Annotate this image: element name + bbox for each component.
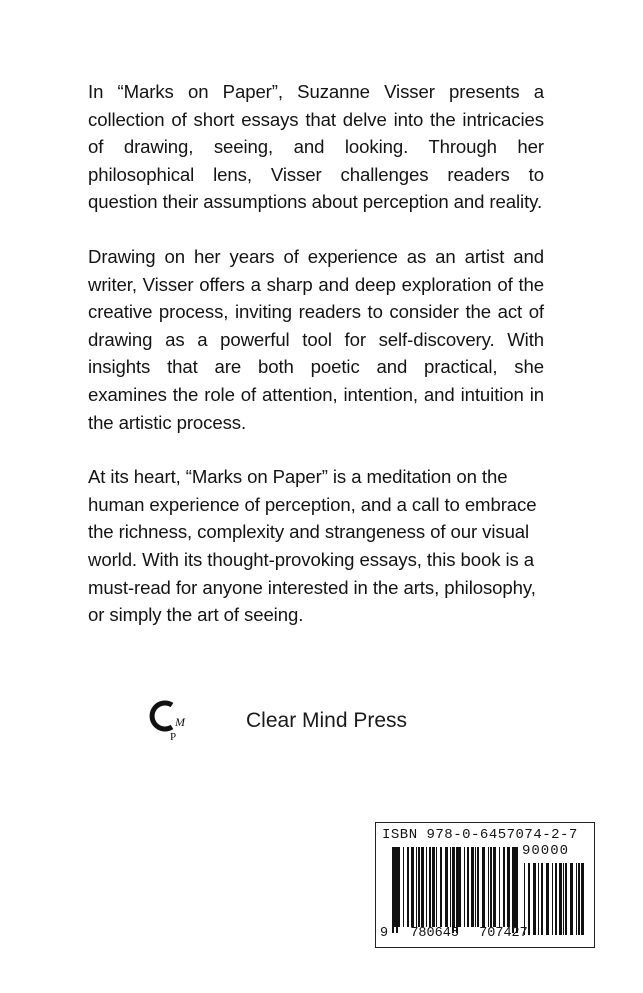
barcode-bar [490, 847, 492, 927]
barcode-bar [559, 863, 562, 935]
svg-text:M: M [175, 715, 185, 729]
blurb-paragraph-3: At its heart, “Marks on Paper” is a meditation on the human experience of perception, and a call to embrace the richness, complexity and strangeness of our visual world. With its thought-provoking essays, this book is a must-read for anyone interested in the arts, philosophy, or simply the art of seeing. [88, 466, 537, 626]
barcode-bar [524, 863, 525, 935]
barcode-right-group: 707427 [479, 926, 528, 941]
barcode-guard-bar [516, 847, 518, 933]
barcode-bar [488, 847, 489, 927]
barcode-bar [394, 847, 396, 927]
barcode-bar [546, 863, 549, 935]
barcode-bar [440, 847, 442, 927]
barcode-bar [416, 847, 417, 927]
svg-text:P: P [170, 731, 177, 743]
barcode-bar [464, 847, 465, 927]
barcode-bar [421, 847, 424, 927]
barcode-bar [407, 847, 409, 927]
barcode-bar [576, 863, 577, 935]
back-cover-blurb [88, 78, 544, 656]
barcode-bar [528, 863, 530, 935]
barcode-bar [555, 863, 557, 935]
barcode-bar [467, 847, 469, 927]
barcode-bar [429, 847, 431, 927]
barcode-bar [507, 847, 510, 927]
barcode-guard-bar [392, 847, 394, 933]
barcode-bar [403, 847, 404, 927]
barcode-bar [432, 847, 435, 927]
barcode-bar [563, 863, 564, 935]
barcode-guard-bar [512, 847, 514, 933]
barcode-bar [475, 847, 476, 927]
barcode-bar [552, 863, 553, 935]
barcode-bar [436, 847, 437, 927]
barcode-bar [565, 863, 567, 935]
publisher-block [148, 697, 448, 747]
barcode-bar [450, 847, 451, 927]
barcode-bar [578, 863, 580, 935]
barcode-guard-bar [456, 847, 458, 933]
barcode-bar [477, 847, 479, 927]
barcode-left-group: 780645 [410, 926, 459, 941]
barcode-digits [380, 926, 528, 941]
barcode-addon-digits: 90000 [522, 843, 570, 859]
publisher-logo-icon [148, 697, 192, 745]
blurb-paragraph-2: Drawing on her years of experience as an artist and writer, Visser offers a sharp and deep exploration of the creative process, inviting readers to consider the act of drawing as a powerful tool for self-discovery. With insights that are both poetic and practical, she examines the role of attention, intention, and intuition in the artistic process. [88, 245, 544, 433]
barcode-bar [411, 847, 414, 927]
barcode-bar [458, 847, 461, 927]
barcode-bar [503, 847, 505, 927]
barcode-bar [482, 847, 485, 927]
barcode-bar [514, 847, 516, 927]
barcode-bar [418, 847, 420, 927]
barcode-bar [493, 847, 496, 927]
barcode-bar [570, 863, 573, 935]
publisher-name: Clear Mind Press [246, 709, 408, 732]
barcode-bar [538, 863, 539, 935]
isbn-barcode [375, 822, 595, 948]
barcode-guard-bar [396, 847, 398, 933]
barcode-bar [499, 847, 500, 927]
barcode-first-digit: 9 [380, 926, 389, 941]
barcode-bar [471, 847, 474, 927]
blurb-paragraph-1: In “Marks on Paper”, Suzanne Visser presents a collection of short essays that delve into the intricacies of drawing, seeing, and looking. Through her philosophical lens, Visser challenges readers to question their assumptions about perception and reality. [88, 81, 544, 213]
barcode-bar [533, 863, 536, 935]
barcode-bar [581, 863, 584, 935]
barcode-bar [426, 847, 427, 927]
barcode-bar [445, 847, 448, 927]
barcode-guard-bar [452, 847, 454, 933]
isbn-label: ISBN 978-0-6457074-2-7 [382, 827, 578, 843]
barcode-bar [541, 863, 543, 935]
